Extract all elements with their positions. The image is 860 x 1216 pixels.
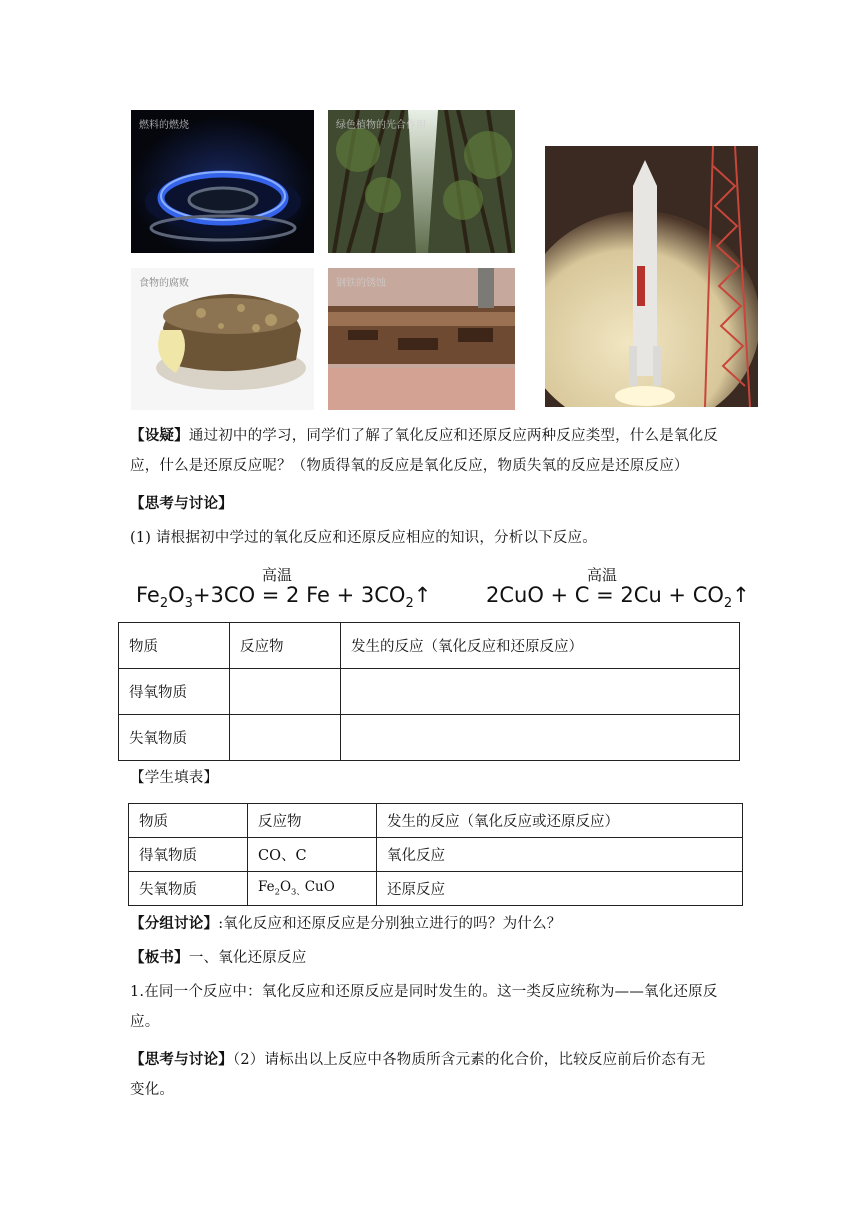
board-paragraph: [130, 943, 740, 973]
equation-2: $2CuO + C = 2Cu + CO_2↑$: [486, 583, 750, 612]
question-2-paragraph: 【思考与讨论】（2）请标出以上反应中各物质所含元素的化合价，比较反应前后价态有无 变化。: [130, 1051, 706, 1098]
equation-1: $Fe_2O_3+3CO = 2$ $Fe + 3CO_2↑$: [136, 583, 432, 612]
photo-steel-rusting: [328, 268, 515, 410]
analysis-table: [118, 622, 740, 761]
equation1-condition: 高温: [262, 566, 293, 584]
group-discuss-paragraph: [130, 909, 740, 939]
table-row: [129, 838, 743, 872]
photo-food-spoilage: [131, 268, 314, 410]
photo-photosynthesis: [328, 110, 515, 253]
think-discuss-heading: 【思考与讨论】: [130, 495, 233, 512]
question-1: (1) 请根据初中学过的氧化反应和还原反应相应的知识，分析以下反应。: [130, 530, 597, 546]
doubt-paragraph: [130, 421, 740, 481]
table-cell: 反应物: [248, 804, 377, 838]
photo-caption: 食物的腐败: [139, 278, 189, 289]
table-cell: 还原反应: [377, 872, 743, 906]
table-row: [119, 715, 740, 761]
table-cell-blank: [230, 715, 341, 761]
group-discuss-label: 【分组讨论】: [130, 915, 219, 932]
table-cell: 反应物: [230, 623, 341, 669]
doubt-text-line1: 通过初中的学习，同学们了解了氧化反应和还原反应两种反应类型，什么是氧化反: [188, 428, 719, 444]
photo-caption: 钢铁的锈蚀: [336, 278, 386, 289]
table-cell: 物质: [119, 623, 230, 669]
table-cell: CO、C: [248, 838, 377, 872]
rusty-pipe-illustration: [328, 268, 515, 410]
student-fill-heading: 【学生填表】: [130, 770, 219, 786]
question-2-label: 【思考与讨论】: [130, 1051, 233, 1068]
table-cell: 氧化反应: [377, 838, 743, 872]
doubt-label: 【设疑】: [130, 427, 189, 444]
gas-arrow-icon: ↑: [413, 583, 432, 607]
moldy-bread-illustration: [131, 268, 314, 410]
group-discuss-text: :氧化反应和还原反应是分别独立进行的吗？为什么？: [218, 916, 562, 932]
gas-flame-illustration: [131, 110, 314, 253]
table-cell-blank: [341, 669, 740, 715]
student-filled-table: [128, 803, 743, 906]
table-cell-blank: [341, 715, 740, 761]
table-cell: 物质: [129, 804, 248, 838]
photo-fuel-burning: [131, 110, 314, 253]
photo-caption: 燃料的燃烧: [139, 120, 189, 131]
table-cell: 得氧物质: [119, 669, 230, 715]
doubt-text-line2: 应，什么是还原反应呢？（物质得氧的反应是氧化反应，物质失氧的反应是还原反应）: [130, 458, 689, 474]
table-cell: 失氧物质: [119, 715, 230, 761]
photo-rocket-launch: [545, 146, 758, 407]
gas-arrow-icon: ↑: [732, 583, 750, 607]
table-header-row: [119, 623, 740, 669]
table-cell: 失氧物质: [129, 872, 248, 906]
board-label: 【板书】: [130, 949, 189, 966]
table-cell: 发生的反应（氧化反应和还原反应）: [341, 623, 740, 669]
table-header-row: [129, 804, 743, 838]
table-cell-blank: [230, 669, 341, 715]
forest-illustration: [328, 110, 515, 253]
equation2-condition: 高温: [587, 566, 618, 584]
photo-caption: 绿色植物的光合作用: [336, 120, 426, 131]
point-1-paragraph: 1.在同一个反应中：氧化反应和还原反应是同时发生的。这一类反应统称为——氧化还原反 应。: [130, 984, 718, 1030]
table-cell: 发生的反应（氧化反应或还原反应）: [377, 804, 743, 838]
table-cell: $Fe_2O_{3、}CuO$: [248, 872, 377, 906]
table-row: [129, 872, 743, 906]
board-text: 一、氧化还原反应: [188, 950, 307, 966]
table-cell: 得氧物质: [129, 838, 248, 872]
rocket-illustration: [545, 146, 758, 407]
table-row: [119, 669, 740, 715]
